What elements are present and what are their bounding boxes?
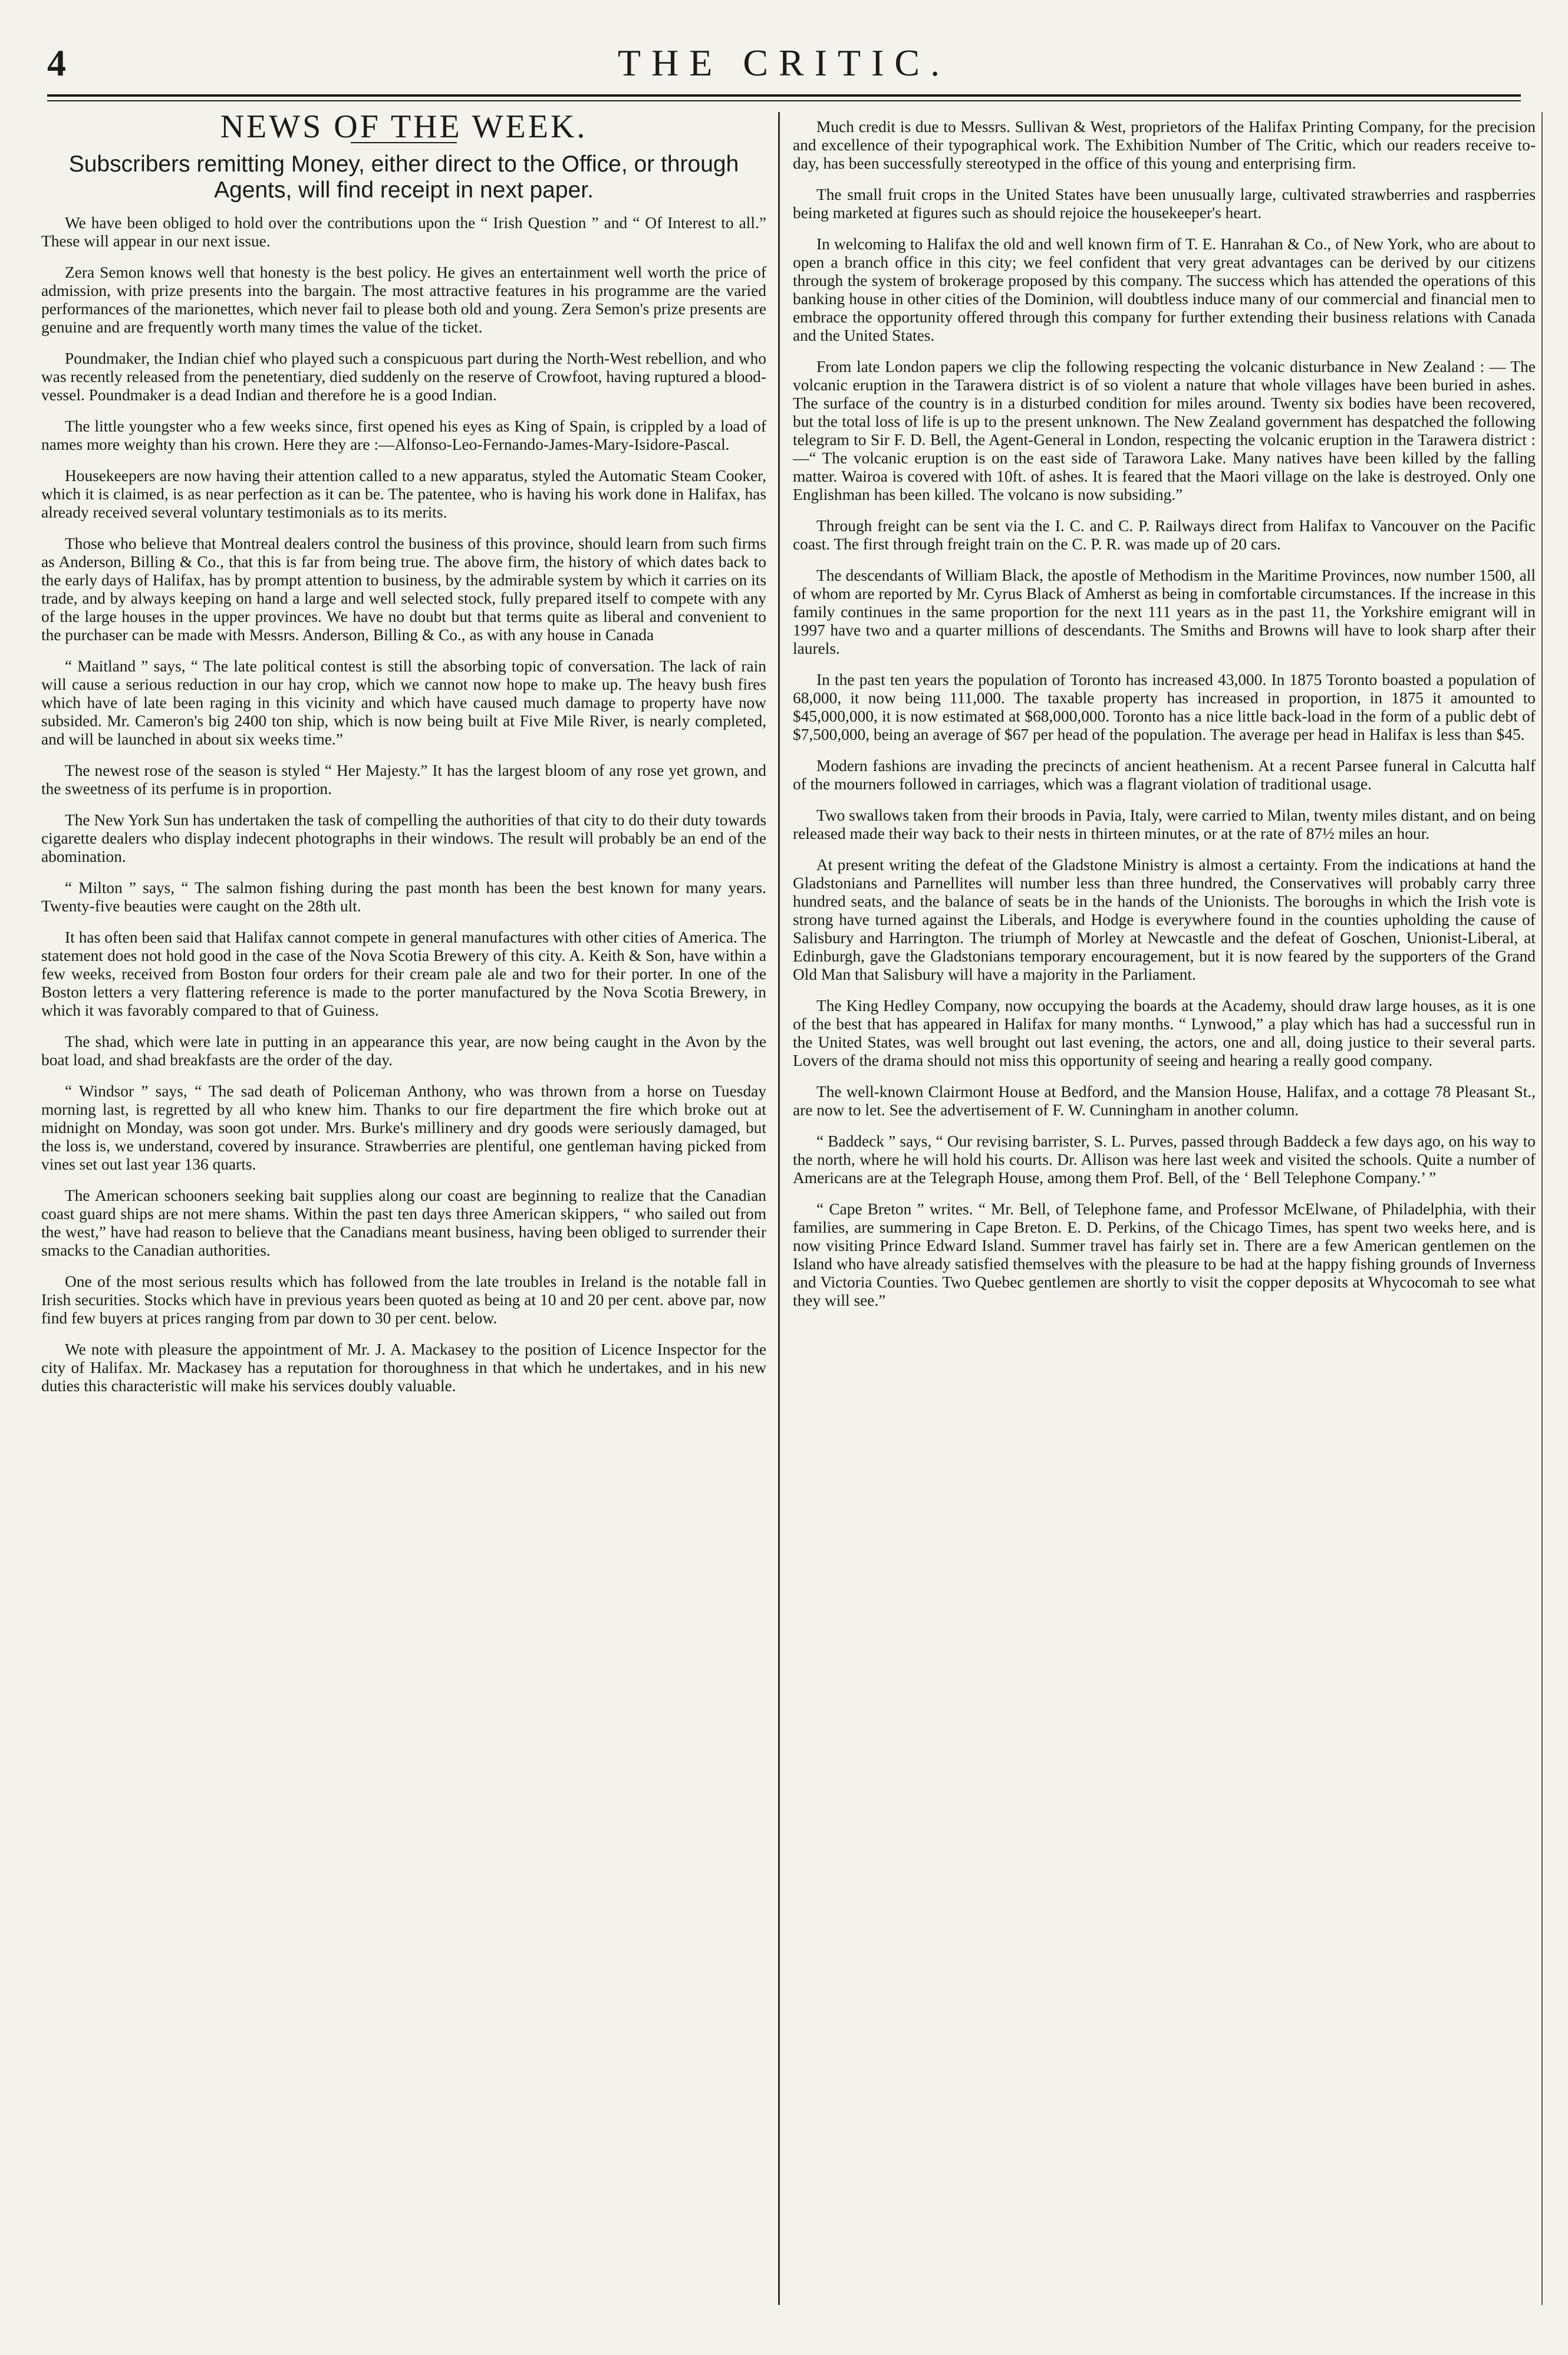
- news-paragraph: In welcoming to Halifax the old and well known firm of T. E. Hanrahan & Co., of New York, who are about to open a branch office in this city; we feel confident that very great advantages can be derived by our citizens through the system of brokerage proposed by this company. The success which has attended the operations of this banking house in other cities of the Dominion, will doubtless induce many of our commercial and financial men to embrace the opportunity offered through this company for further extending their business relations with Canada and the United States.: [793, 235, 1536, 344]
- news-paragraph: Those who believe that Montreal dealers control the business of this province, should learn from such firms as Anderson, Billing & Co., that this is far from being true. The above firm, the history of which dates back to the early days of Halifax, has by prompt attention to business, by the admirable system by which it carries on its trade, and by always keeping on hand a large and well selected stock, fully prepared itself to compete with any of the large houses in the upper provinces. We have no doubt but that terms quite as liberal and convenient to the purchaser can be made with Messrs. Anderson, Billing & Co., as with any house in Canada: [41, 535, 766, 644]
- news-paragraph: At present writing the defeat of the Gladstone Ministry is almost a certainty. From the indications at hand the Gladstonians and Parnellites will number less than three hundred, the Conservatives will probably carry three hundred seats, and the balance of seats be in the hands of the Unionists. The boroughs in which the Irish vote is strong have turned against the Liberals, and Hodge is everywhere found in the counties upholding the cause of Salisbury and Harrington. The triumph of Morley at Newcastle and the defeat of Goschen, Unionist-Liberal, at Edinburgh, gave the Gladstonians temporary encouragement, but it is now feared by the supporters of the Grand Old Man that Salisbury will have a majority in the Parliament.: [793, 856, 1536, 983]
- news-paragraph: The shad, which were late in putting in an appearance this year, are now being caught in the Avon by the boat load, and shad breakfasts are the order of the day.: [41, 1033, 766, 1069]
- subscriber-notice: Subscribers remitting Money, either direct to the Office, or through Agents, will find receipt in next paper.: [68, 151, 739, 203]
- news-paragraph: The descendants of William Black, the apostle of Methodism in the Maritime Provinces, now number 1500, all of whom are reported by Mr. Cyrus Black of Amherst as being in comfortable circumstances. If the increase in this family continues in the same proportion for the next 111 years as in the past 11, the Yorkshire emigrant will in 1997 have two and a quarter millions of descendants. The Smiths and Browns will have to look sharp after their laurels.: [793, 566, 1536, 657]
- news-paragraph: Poundmaker, the Indian chief who played such a conspicuous part during the North-West rebellion, and who was recently released from the penetentiary, died suddenly on the reserve of Crowfoot, having ruptured a blood-vessel. Poundmaker is a dead Indian and therefore he is a good Indian.: [41, 350, 766, 404]
- page-edge-rule: [1541, 112, 1543, 2305]
- page-number: 4: [47, 42, 66, 84]
- news-paragraph: The King Hedley Company, now occupying the boards at the Academy, should draw large houses, as it is one of the best that has appeared in Halifax for many months. “ Lynwood,” a play which has had a successful run in the United States, was well brought out last evening, the actors, one and all, doing justice to their several parts. Lovers of the drama should not miss this opportunity of seeing and hearing a really good company.: [793, 997, 1536, 1069]
- news-paragraph: One of the most serious results which has followed from the late troubles in Ireland is the notable fall in Irish securities. Stocks which have in previous years been quoted as being at 10 and 20 per cent. above par, now find few buyers at prices ranging from par down to 30 per cent. below.: [41, 1273, 766, 1327]
- news-paragraph: In the past ten years the population of Toronto has increased 43,000. In 1875 Toronto boasted a population of 68,000, it now being 111,000. The taxable property has increased in proportion, in 1875 it amounted to $45,000,000, it is now estimated at $68,000,000. Toronto has a nice little back-load in the form of a public debt of $7,500,000, being an average of $67 per head of the population. The average per head in Halifax is less than $45.: [793, 671, 1536, 743]
- news-paragraph: The little youngster who a few weeks since, first opened his eyes as King of Spain, is crippled by a load of names more weighty than his crown. Here they are :—Alfonso-Leo-Fernando-James-Mary-Isidore-Pascal.: [41, 417, 766, 453]
- news-paragraph: The well-known Clairmont House at Bedford, and the Mansion House, Halifax, and a cottage 78 Pleasant St., are now to let. See the advertisement of F. W. Cunningham in another column.: [793, 1083, 1536, 1119]
- news-paragraph: The small fruit crops in the United States have been unusually large, cultivated strawberries and raspberries being marketed at figures such as should rejoice the housekeeper's heart.: [793, 186, 1536, 222]
- news-paragraph: We have been obliged to hold over the contributions upon the “ Irish Question ” and “ Of Interest to all.” These will appear in our next issue.: [41, 214, 766, 250]
- left-column: [41, 108, 766, 1408]
- news-paragraph: The American schooners seeking bait supplies along our coast are beginning to realize that the Canadian coast guard ships are not mere shams. Within the past ten days three American skippers, “ who sailed out from the west,” have had reason to believe that the Canadians meant business, having been obliged to surrender their smacks to the Canadian authorities.: [41, 1187, 766, 1259]
- news-paragraph: “ Milton ” says, “ The salmon fishing during the past month has been the best known for many years. Twenty-five beauties were caught on the 28th ult.: [41, 879, 766, 915]
- news-paragraph: We note with pleasure the appointment of Mr. J. A. Mackasey to the position of Licence Inspector for the city of Halifax. Mr. Mackasey has a reputation for thoroughness in that which he undertakes, and in his new duties this characteristic will make his services doubly valuable.: [41, 1340, 766, 1395]
- news-paragraph: The New York Sun has undertaken the task of compelling the authorities of that city to do their duty towards cigarette dealers who display indecent photographs in their windows. The result will probably be an end of the abomination.: [41, 811, 766, 865]
- header-rule: [47, 94, 1521, 97]
- news-paragraph: “ Maitland ” says, “ The late political contest is still the absorbing topic of conversation. The lack of rain will cause a serious reduction in our hay crop, which we cannot now hope to make up. The heavy bush fires which have of late been raging in this vicinity and which have caused much damage to property have now subsided. Mr. Cameron's big 2400 ton ship, which is now being built at Five Mile River, is nearly completed, and will be launched in about six weeks time.”: [41, 657, 766, 748]
- news-paragraph: “ Windsor ” says, “ The sad death of Policeman Anthony, who was thrown from a horse on Tuesday morning last, is regretted by all who knew him. Thanks to our fire department the fire which broke out at midnight on Monday, was soon got under. Mrs. Burke's millinery and dry goods were seriously damaged, but the loss is, we understand, covered by insurance. Strawberries are plentiful, one gentleman having picked from vines set out last year 136 quarts.: [41, 1082, 766, 1173]
- right-column: [793, 118, 1536, 1323]
- news-paragraph: From late London papers we clip the following respecting the volcanic disturbance in New Zealand : — The volcanic eruption in the Tarawera district is of so violent a nature that whole villages have been buried in ashes. The surface of the country is in a disturbed condition for miles around. Twenty six bodies have been recovered, but the total loss of life is up to the present unknown. The New Zealand government has despatched the following telegram to Sir F. D. Bell, the Agent-General in London, respecting the volcanic eruption in the Tarawera district :—“ The volcanic eruption is on the east side of Tarawora Lake. Many natives have been killed by the falling matter. Wairoa is covered with 10ft. of ashes. It is feared that the Maori village on the lake is destroyed. Only one Englishman has been killed. The volcano is now subsiding.”: [793, 358, 1536, 503]
- news-paragraph: Much credit is due to Messrs. Sullivan & West, proprietors of the Halifax Printing Company, for the precision and excellence of their typographical work. The Exhibition Number of The Critic, which our readers receive to-day, has been successfully stereotyped in the office of this young and enterprising firm.: [793, 118, 1536, 172]
- news-paragraph: It has often been said that Halifax cannot compete in general manufactures with other cities of America. The statement does not hold good in the case of the Nova Scotia Brewery of this city. A. Keith & Son, have within a few weeks, received from Boston four orders for their cream pale ale and two for their porter. In one of the Boston letters a very flattering reference is made to the porter manufactured by the Nova Scotia Brewery, in which it was favorably compared to that of Guiness.: [41, 928, 766, 1019]
- news-paragraph: Housekeepers are now having their attention called to a new apparatus, styled the Automatic Steam Cooker, which it is claimed, is as near perfection as it can be. The patentee, who is having his work done in Halifax, has already received several voluntary testimonials as to its merits.: [41, 467, 766, 521]
- page-header: [47, 41, 1521, 106]
- news-paragraph: Through freight can be sent via the I. C. and C. P. Railways direct from Halifax to Vancouver on the Pacific coast. The first through freight train on the C. P. R. was made up of 20 cars.: [793, 517, 1536, 553]
- masthead-title: THE CRITIC.: [617, 42, 951, 84]
- news-paragraph: The newest rose of the season is styled “ Her Majesty.” It has the largest bloom of any rose yet grown, and the sweetness of its perfume is in proportion.: [41, 762, 766, 798]
- header-rule-thin: [47, 100, 1521, 101]
- news-paragraph: “ Baddeck ” says, “ Our revising barrister, S. L. Purves, passed through Baddeck a few days ago, on his way to the north, where he will hold his courts. Dr. Allison was here last week and visited the schools. Quite a number of Americans are at the Telegraph House, among them Prof. Bell, of the ‘ Bell Telephone Company.’ ”: [793, 1132, 1536, 1187]
- news-paragraph: “ Cape Breton ” writes. “ Mr. Bell, of Telephone fame, and Professor McElwane, of Philadelphia, with their families, are summering in Cape Breton. E. D. Perkins, of the Chicago Times, has spent two weeks here, and is now visiting Prince Edward Island. Summer travel has fairly set in. There are a few American gentlemen on the Island who have already satisfied themselves with the pleasure to be had at the happy fishing grounds of Inverness and Victoria Counties. Two Quebec gentlemen are shortly to visit the copper deposits at Whycocomah to see what they will see.”: [793, 1200, 1536, 1309]
- news-paragraph: Zera Semon knows well that honesty is the best policy. He gives an entertainment well worth the price of admission, with prize presents into the bargain. The most attractive features in his programme are the varied performances of the marionettes, which never fail to please both old and young. Zera Semon's prize presents are genuine and are frequently worth many times the value of the ticket.: [41, 264, 766, 336]
- column-divider: [778, 112, 780, 2305]
- news-paragraph: Modern fashions are invading the precincts of ancient heathenism. At a recent Parsee funeral in Calcutta half of the mourners followed in carriages, which was a flagrant violation of traditional usage.: [793, 757, 1536, 793]
- right-paragraphs: [793, 118, 1536, 1310]
- left-paragraphs: [41, 214, 766, 1395]
- section-title: NEWS OF THE WEEK.: [220, 108, 588, 145]
- news-paragraph: Two swallows taken from their broods in Pavia, Italy, were carried to Milan, twenty miles distant, and on being released made their way back to their nests in thirteen minutes, or at the rate of 87½ miles an hour.: [793, 806, 1536, 842]
